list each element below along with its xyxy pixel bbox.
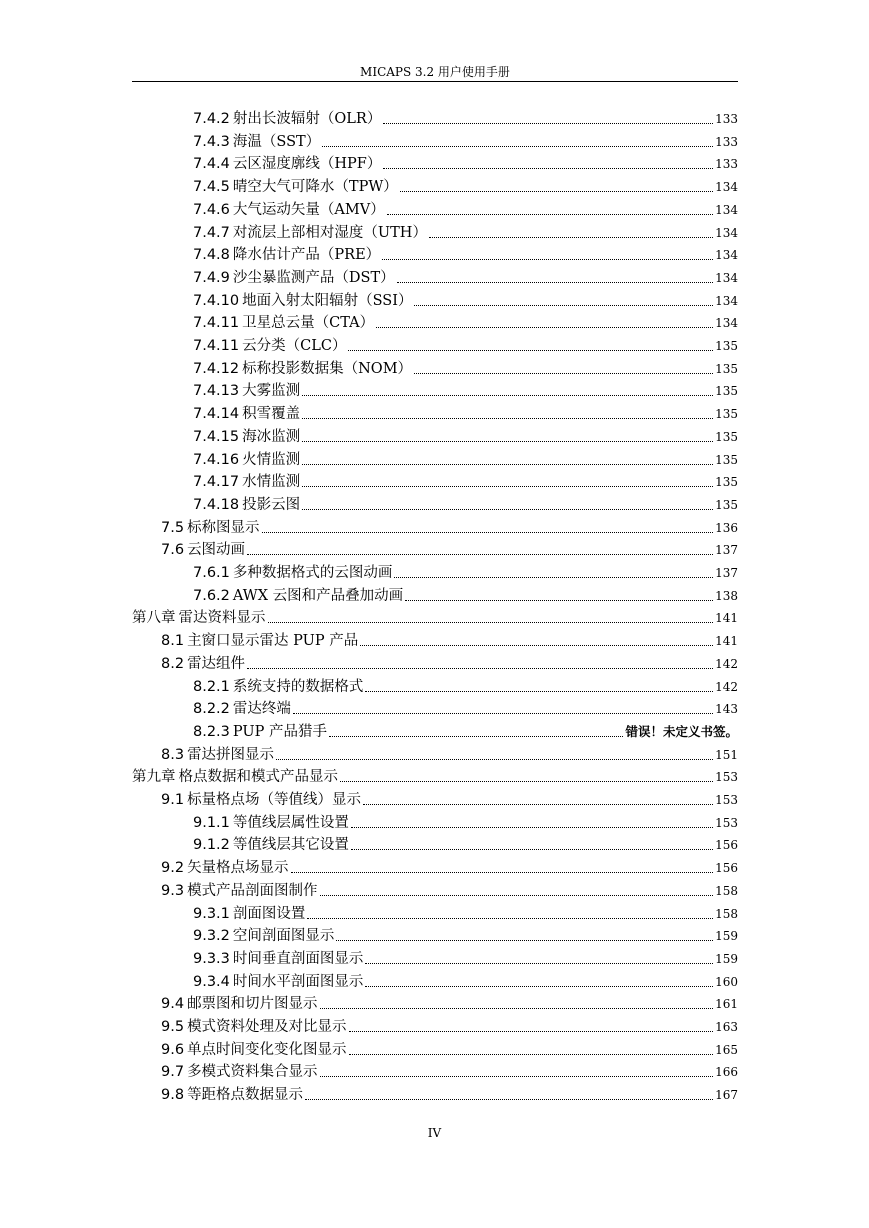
toc-entry-page: 159 (715, 951, 738, 966)
toc-entry[interactable] (161, 1082, 738, 1104)
toc-dot-leader (322, 146, 713, 147)
toc-dot-leader (394, 577, 713, 578)
toc-entry-title: 对流层上部相对湿度（UTH） (232, 224, 427, 241)
toc-entry-number: 9.6 (161, 1041, 185, 1058)
toc-entry-page: 133 (715, 157, 738, 172)
toc-dot-leader (302, 441, 713, 442)
toc-entry-number: 8.3 (161, 746, 185, 763)
toc-entry-number: 7.6.2 (193, 587, 230, 604)
toc-entry-title: 标称图显示 (187, 519, 260, 536)
toc-entry-number: 7.4.14 (193, 406, 240, 423)
toc-entry-page: 153 (715, 770, 738, 785)
toc-entry-number: 8.2.2 (193, 701, 230, 718)
toc-entry[interactable] (193, 356, 738, 378)
toc-entry[interactable] (132, 764, 738, 786)
page-number: IV (427, 1126, 442, 1140)
toc-entry-page: 161 (715, 997, 738, 1012)
toc-entry-page: 135 (715, 429, 738, 444)
toc-entry-number: 9.8 (161, 1087, 185, 1104)
toc-dot-leader (302, 509, 713, 510)
toc-entry[interactable] (193, 901, 738, 923)
toc-entry[interactable] (193, 969, 738, 991)
header-rule (132, 81, 738, 82)
toc-entry-page: 141 (715, 634, 738, 649)
toc-dot-leader (302, 418, 713, 419)
toc-entry-number: 7.4.15 (193, 428, 240, 445)
toc-entry-number: 7.5 (161, 519, 185, 536)
toc-entry[interactable] (193, 719, 738, 741)
toc-entry[interactable] (193, 424, 738, 446)
toc-entry-page: 163 (715, 1020, 738, 1034)
toc-dot-leader (387, 214, 713, 215)
toc-entry-page: 135 (715, 361, 738, 376)
toc-entry-number: 7.4.16 (193, 451, 240, 468)
toc-entry-title: 地面入射太阳辐射（SSI） (242, 292, 413, 309)
toc-entry-page: 141 (715, 611, 738, 626)
toc-entry-page: 159 (715, 929, 738, 944)
toc-dot-leader (262, 532, 714, 533)
toc-entry[interactable] (193, 242, 738, 264)
toc-entry[interactable] (193, 447, 738, 469)
toc-dot-leader (429, 237, 713, 238)
toc-entry-page: 138 (715, 588, 738, 603)
toc-entry-title: 标量格点场（等值线）显示 (187, 792, 362, 808)
toc-entry-number: 7.4.11 (193, 315, 240, 332)
toc-entry[interactable] (193, 106, 738, 128)
toc-entry-title: 雷达资料显示 (178, 610, 266, 627)
toc-dot-leader (302, 395, 713, 396)
toc-entry-page: 143 (715, 702, 738, 717)
toc-entry[interactable] (193, 288, 738, 310)
toc-entry-title: 标称投影数据集（NOM） (242, 360, 413, 377)
toc-entry[interactable] (161, 1059, 738, 1081)
toc-entry[interactable] (193, 220, 738, 242)
toc-entry-page: 153 (715, 793, 738, 807)
toc-entry-page: 135 (715, 384, 738, 399)
toc-entry-number: 8.2.3 (193, 723, 230, 740)
toc-entry-title: 积雪覆盖 (242, 406, 301, 423)
toc-entry[interactable] (161, 1014, 738, 1036)
toc-entry-page: 133 (715, 112, 738, 126)
toc-entry-title: 投影云图 (242, 496, 301, 513)
toc-dot-leader (383, 168, 713, 169)
toc-entry[interactable] (193, 946, 738, 968)
toc-entry-title: 多种数据格式的云图动画 (232, 565, 393, 581)
toc-dot-leader (397, 282, 713, 283)
toc-entry-error-text: 错误！未定义书签。 (625, 723, 738, 739)
toc-dot-leader (336, 940, 713, 941)
toc-entry[interactable] (132, 605, 738, 627)
toc-dot-leader (307, 918, 713, 919)
toc-entry[interactable] (193, 129, 738, 151)
toc-entry-page: 133 (715, 134, 738, 149)
toc-entry-number: 9.1.2 (193, 837, 230, 854)
toc-entry[interactable] (193, 310, 738, 332)
toc-entry[interactable] (161, 1037, 738, 1059)
toc-dot-leader (365, 691, 713, 692)
toc-entry-number: 8.2.1 (193, 678, 230, 695)
toc-entry-title: 模式产品剖面图制作 (187, 882, 318, 899)
toc-dot-leader (302, 486, 713, 487)
toc-entry-title: 等距格点数据显示 (187, 1087, 304, 1104)
toc-entry-page: 136 (715, 520, 738, 535)
toc-entry-page: 135 (715, 339, 738, 353)
toc-entry-number: 9.7 (161, 1064, 185, 1081)
toc-entry-title: 卫星总云量（CTA） (242, 315, 375, 332)
toc-entry-number: 7.4.2 (193, 111, 230, 127)
toc-dot-leader (348, 350, 713, 351)
toc-entry-title: 模式资料处理及对比显示 (187, 1019, 347, 1035)
toc-dot-leader (293, 713, 713, 714)
toc-entry-title: 云图动画 (187, 542, 246, 559)
toc-entry-title: 雷达组件 (187, 655, 246, 672)
toc-entry[interactable] (161, 628, 738, 650)
toc-dot-leader (349, 1031, 714, 1032)
toc-entry-title: 沙尘暴监测产品（DST） (232, 269, 395, 286)
toc-dot-leader (305, 1099, 713, 1100)
toc-entry[interactable] (193, 197, 738, 219)
toc-dot-leader (320, 1008, 714, 1009)
toc-entry-page: 156 (715, 838, 738, 853)
toc-dot-leader (363, 804, 713, 805)
toc-dot-leader (320, 895, 714, 896)
toc-entry[interactable] (193, 469, 738, 491)
toc-entry-title: 多模式资料集合显示 (187, 1064, 318, 1081)
toc-entry-page: 151 (715, 747, 738, 762)
toc-entry-page: 137 (715, 566, 738, 580)
toc-entry-title: 时间垂直剖面图显示 (232, 950, 364, 967)
toc-entry-page: 142 (715, 656, 738, 671)
toc-dot-leader (365, 963, 713, 964)
toc-entry-number: 7.4.11 (193, 338, 240, 354)
toc-dot-leader (414, 305, 713, 306)
toc-dot-leader (365, 986, 713, 987)
toc-entry-number: 7.4.9 (193, 269, 230, 286)
toc-entry-page: 135 (715, 452, 738, 467)
toc-entry-number: 8.2 (161, 655, 185, 672)
toc-entry-title: 主窗口显示雷达 PUP 产品 (187, 633, 359, 650)
toc-entry[interactable] (161, 742, 738, 764)
toc-entry-title: 大气运动矢量（AMV） (232, 201, 385, 218)
toc-entry[interactable] (193, 696, 738, 718)
toc-entry[interactable] (161, 991, 738, 1013)
toc-dot-leader (247, 668, 713, 669)
toc-entry-number: 第八章 (132, 610, 176, 627)
toc-entry-title: 射出长波辐射（OLR） (232, 111, 382, 127)
toc-entry-title: 大雾监测 (242, 383, 301, 400)
toc-entry-number: 7.4.8 (193, 247, 230, 264)
toc-dot-leader (360, 645, 713, 646)
toc-entry[interactable] (193, 265, 738, 287)
toc-entry-title: 时间水平剖面图显示 (232, 973, 364, 990)
toc-entry[interactable] (193, 492, 738, 514)
toc-entry-number: 9.3.1 (193, 905, 230, 922)
toc-entry-number: 7.6 (161, 542, 185, 559)
toc-entry-page: 137 (715, 543, 738, 558)
toc-entry-title: 剖面图设置 (232, 905, 306, 922)
toc-entry[interactable] (193, 810, 738, 832)
toc-entry-number: 9.5 (161, 1019, 185, 1035)
toc-entry-number: 9.1.1 (193, 814, 230, 831)
toc-entry[interactable] (193, 401, 738, 423)
toc-entry-number: 9.3.4 (193, 973, 230, 990)
toc-entry[interactable] (193, 560, 738, 582)
toc-entry-title: AWX 云图和产品叠加动画 (232, 587, 404, 604)
toc-entry-title: 海冰监测 (242, 428, 301, 445)
toc-entry-page: 134 (715, 225, 738, 240)
toc-entry-title: 降水估计产品（PRE） (232, 247, 381, 264)
toc-entry-page: 135 (715, 497, 738, 512)
toc-entry-number: 第九章 (132, 769, 176, 786)
toc-entry-title: 单点时间变化变化图显示 (187, 1041, 347, 1058)
toc-entry[interactable] (193, 333, 738, 355)
toc-entry-number: 7.4.18 (193, 496, 240, 513)
toc-entry-title: 等值线层属性设置 (232, 814, 349, 831)
toc-dot-leader (383, 123, 713, 124)
toc-entry-title: 格点数据和模式产品显示 (178, 769, 338, 786)
toc-entry-page: 134 (715, 180, 738, 195)
toc-entry-number: 7.4.4 (193, 156, 230, 173)
toc-dot-leader (382, 259, 713, 260)
toc-entry-title: 矢量格点场显示 (187, 860, 289, 877)
toc-entry-title: 空间剖面图显示 (232, 928, 335, 945)
toc-entry-title: 系统支持的数据格式 (232, 678, 364, 695)
toc-entry-page: 134 (715, 248, 738, 263)
toc-entry-title: 等值线层其它设置 (232, 837, 349, 854)
toc-entry[interactable] (161, 537, 738, 559)
toc-entry-number: 9.3 (161, 882, 185, 899)
toc-entry-page: 158 (715, 906, 738, 921)
toc-entry-title: 海温（SST） (232, 133, 321, 150)
toc-dot-leader (351, 827, 713, 828)
toc-entry-page: 160 (715, 974, 738, 989)
toc-entry-page: 134 (715, 270, 738, 285)
toc-dot-leader (247, 554, 713, 555)
toc-entry-page: 135 (715, 407, 738, 422)
toc-entry-page: 153 (715, 815, 738, 830)
toc-entry-number: 9.4 (161, 996, 185, 1013)
toc-entry[interactable] (193, 923, 738, 945)
toc-entry-number: 7.4.5 (193, 179, 230, 196)
toc-entry[interactable] (193, 832, 738, 854)
toc-entry-number: 9.2 (161, 860, 185, 877)
toc-dot-leader (340, 781, 713, 782)
toc-dot-leader (349, 1054, 714, 1055)
toc-entry-number: 9.3.2 (193, 928, 230, 945)
toc-entry-number: 9.3.3 (193, 950, 230, 967)
toc-entry[interactable] (193, 674, 738, 696)
toc-dot-leader (405, 600, 713, 601)
toc-entry-title: 雷达终端 (232, 701, 291, 718)
toc-entry-number: 7.4.6 (193, 201, 230, 218)
toc-entry[interactable] (193, 151, 738, 173)
toc-dot-leader (329, 736, 623, 737)
toc-entry-page: 135 (715, 475, 738, 490)
toc-entry-number: 7.4.7 (193, 224, 230, 241)
toc-entry-title: 云分类（CLC） (242, 338, 347, 354)
toc-entry-page: 167 (715, 1088, 738, 1103)
toc-entry-number: 7.6.1 (193, 565, 230, 581)
toc-entry-title: 晴空大气可降水（TPW） (232, 179, 398, 196)
toc-dot-leader (376, 327, 713, 328)
toc-dot-leader (276, 759, 713, 760)
toc-entry[interactable] (193, 174, 738, 196)
toc-dot-leader (320, 1076, 714, 1077)
toc-entry-title: 雷达拼图显示 (187, 746, 275, 763)
toc-entry-page: 156 (715, 861, 738, 876)
toc-entry-title: 水情监测 (242, 474, 301, 491)
toc-entry-number: 7.4.10 (193, 292, 240, 309)
toc-entry-number: 7.4.12 (193, 360, 240, 377)
toc-entry-number: 9.1 (161, 792, 185, 808)
toc-entry[interactable] (161, 787, 738, 809)
toc-entry[interactable] (161, 515, 738, 537)
toc-entry-page: 134 (715, 202, 738, 217)
toc-dot-leader (291, 872, 714, 873)
toc-entry-page: 165 (715, 1042, 738, 1057)
toc-entry[interactable] (161, 855, 738, 877)
toc-entry-title: 火情监测 (242, 451, 301, 468)
toc-entry-title: 云区湿度廓线（HPF） (232, 156, 382, 173)
toc-dot-leader (302, 464, 713, 465)
toc-entry-title: PUP 产品猎手 (232, 723, 327, 740)
toc-entry-title: 邮票图和切片图显示 (187, 996, 318, 1013)
toc-entry[interactable] (161, 651, 738, 673)
toc-dot-leader (414, 373, 713, 374)
toc-dot-leader (400, 191, 713, 192)
toc-entry[interactable] (193, 583, 738, 605)
toc-entry[interactable] (161, 878, 738, 900)
toc-entry-page: 158 (715, 883, 738, 898)
toc-entry-number: 7.4.17 (193, 474, 240, 491)
toc-entry-page: 134 (715, 293, 738, 308)
toc-entry[interactable] (193, 378, 738, 400)
running-header: MICAPS 3.2 用户使用手册 (360, 65, 510, 79)
toc-dot-leader (351, 849, 713, 850)
toc-entry-number: 7.4.13 (193, 383, 240, 400)
toc-entry-number: 7.4.3 (193, 133, 230, 150)
toc-entry-number: 8.1 (161, 633, 185, 650)
toc-entry-page: 142 (715, 679, 738, 694)
toc-entry-page: 134 (715, 316, 738, 331)
toc-entry-page: 166 (715, 1065, 738, 1080)
toc-dot-leader (268, 622, 714, 623)
